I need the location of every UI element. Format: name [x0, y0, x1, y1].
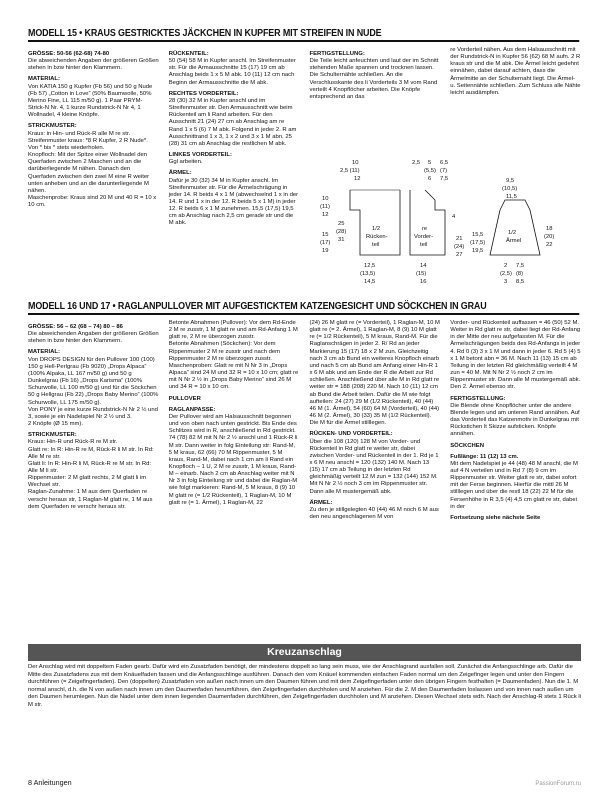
- paragraph: Maschenproben: Glatt re mit N Nr 3 in „Drops Alpaca“ sind 24 M und 32 R = 10 x 10 cm; glatt re mit N Nr 2 ½ in „Drops Baby Merino“ sind 26 M und 34 R = 10 x 10 cm.: [168, 362, 299, 391]
- svg-text:(24): (24): [454, 244, 465, 250]
- svg-text:15,5: 15,5: [472, 232, 484, 238]
- paragraph: Die Blende ohne Knopflöcher unter die andere Blende legen und am unteren Rand annähen. Auf das Vorderteil das Katzenmotiv in Dunkelgrau mit Rückstichen lt Skizze aufsticken. Knöpfe annähen.: [450, 402, 580, 438]
- svg-text:4: 4: [452, 214, 456, 220]
- paragraph: Streifenmuster kraus: *8 R Kupfer, 2 R Nude*. Von * bis * stets wiederholen.: [28, 137, 148, 151]
- svg-text:2: 2: [504, 263, 508, 269]
- paragraph: ÄRMEL:: [168, 170, 192, 177]
- page-footer: [28, 778, 72, 787]
- paragraph: Ggl arbeiten.: [168, 159, 203, 166]
- svg-text:teil: teil: [420, 242, 428, 248]
- model16-title: MODELL 16 UND 17 • RAGLANPULLOVER MIT AUFGESTICKTEM KATZENGESICHT UND SÖCKCHEN IN GRAU: [28, 299, 580, 315]
- paragraph: Glatt li: In R: Hin-R li M, Rück-R re M str. In Rd: Alle M li str.: [28, 460, 152, 474]
- paragraph: LINKES VORDERTEIL:: [168, 152, 232, 159]
- svg-text:18: 18: [546, 226, 553, 232]
- svg-text:(10,5): (10,5): [502, 186, 518, 192]
- svg-text:(28): (28): [336, 229, 347, 235]
- svg-text:Vorder-: Vorder-: [414, 234, 434, 240]
- svg-text:(20): (20): [544, 234, 555, 240]
- paragraph: Maschenprobe: Kraus sind 20 M und 40 R = 10 x 10 cm.: [28, 194, 157, 209]
- svg-text:21: 21: [456, 236, 463, 242]
- back-piece: [320, 160, 400, 285]
- paragraph: Mit dem Nadelspiel je 44 (48) 48 M anschl, die M auf 4 N verteilen und in Rd 7 (8) 9 cm im Rippenmuster str. Weiter glatt re str, dabei sofort mit der Ferse beginnen. Hierfür die mittl 26 M stilllegen und über die restl 18 (22) 22 M für die Fersenhöhe in R 3,5 (4) 4,5 cm glatt re str, dabei in der: [450, 460, 578, 510]
- svg-text:2,5 (11): 2,5 (11): [340, 168, 360, 174]
- kreuzanschlag-box: [28, 644, 581, 710]
- svg-text:19: 19: [322, 248, 329, 254]
- model16-col1: [28, 320, 159, 522]
- model15-title: MODELL 15 • KRAUS GESTRICKTES JÄCKCHEN IN KUPFER MIT STREIFEN IN NUDE: [28, 26, 580, 42]
- back-label: 1/2: [372, 226, 381, 232]
- svg-text:27: 27: [456, 252, 463, 258]
- svg-text:11,5: 11,5: [506, 194, 517, 200]
- svg-text:25: 25: [338, 221, 345, 227]
- svg-text:9,5: 9,5: [506, 178, 515, 184]
- schematic-diagram: [310, 150, 580, 290]
- footer-label: Anleitungen: [33, 778, 72, 787]
- paragraph: Zu den je stillgelegten 40 (44) 46 M noch 6 M aus den neu angeschlagenen M von: [309, 506, 439, 521]
- svg-text:6,5: 6,5: [440, 160, 449, 166]
- paragraph: Betonte Abnahmen (Pullover): Vor dem Rd-Ende 2 M re zusstr, 1 M glatt re und am Rd-Anfang 1 M glatt re, 2 M re überzogen zusstr.: [168, 320, 298, 341]
- paragraph: RAGLANPASSE:: [168, 406, 216, 413]
- paragraph: Der Pullover wird am Halsausschnitt begonnen und von oben nach unten gestrickt. Bis Ende des Schlitzes wird in R, anschließend in Rd gestrickt.: [168, 413, 297, 435]
- paragraph: Rippenmuster: 2 M glatt rechts, 2 M glatt li im Wechsel str.: [28, 475, 147, 489]
- paragraph: Die abweichenden Angaben der größeren Größen stehen in bzw hinter den Klammern.: [28, 58, 159, 72]
- svg-text:12: 12: [322, 212, 329, 218]
- model16-col2: [169, 320, 300, 522]
- svg-text:(2,5): (2,5): [500, 271, 512, 277]
- paragraph: Den 2. Ärmel ebenso str.: [450, 384, 516, 391]
- svg-text:(8): (8): [516, 271, 524, 277]
- paragraph: MATERIAL:: [28, 349, 60, 356]
- svg-text:(17): (17): [320, 240, 331, 246]
- paragraph: Von PONY je eine kurze Rundstrick-N Nr 2 ½ und 3, sowie je ein Nadelspiel Nr 2 ½ und 3.: [28, 406, 158, 420]
- paragraph: FERTIGSTELLUNG:: [309, 51, 365, 57]
- model15-col2: [169, 47, 300, 228]
- svg-text:14: 14: [420, 263, 427, 269]
- paragraph: Glatt re: In R: Hin-R re M, Rück-R li M str. In Rd: Alle M re str.: [28, 446, 154, 460]
- svg-text:5: 5: [428, 160, 432, 166]
- paragraph: ÄRMEL:: [309, 499, 333, 506]
- paragraph: MATERIAL:: [28, 76, 60, 83]
- svg-text:(5,5): (5,5): [424, 168, 436, 174]
- svg-text:(17,5): (17,5): [470, 240, 486, 246]
- svg-text:Rücken-: Rücken-: [366, 234, 388, 240]
- svg-text:10: 10: [322, 196, 329, 202]
- paragraph: Über die 108 (120) 128 M von Vorder- und Rückenteil in Rd glatt re weiter str, dabei zwischen Vorder- und Rückenteil in der 1. Rd je 1 x 6 M neu anschl = 120 (132) 140 M. Nach 13 (15) 17 cm ab Teilung in der letzten Rd gleichmäßig verteilt 12 M zun = 132 (144) 152 M. Mit N Nr 2 ½ noch 3 cm im Rippenmuster str. Dann alle M mustergemäß abk.: [309, 438, 439, 495]
- svg-text:16: 16: [420, 279, 427, 285]
- svg-text:12,5: 12,5: [364, 263, 376, 269]
- front-piece: [410, 160, 464, 285]
- kreuzanschlag-title: Kreuzanschlag: [28, 644, 581, 661]
- schematic-svg: [310, 150, 580, 290]
- paragraph: Vorder- und Rückenteil auffassen = 46 (50) 52 M. Weiter in Rd glatt re str, dabei liegt der Rd-Anfang in der Mitte der neu aufgefassten M. Für die Ärmelschrägungen beids des Rd-Anfangs in jeder 4. Rd 0 (3) 3 x 1 M und dann in jeder 6. Rd 5 (4) 5 x 1 M betont abn = 36 M. Nach 11 (13) 15 cm ab Teilung in der letzten Rd gleichmäßig verteilt 4 M zun = 40 M. Mit N Nr 2 ½ noch 2 cm im Rippenmuster str. Dann alle M mustergemäß abk.: [450, 320, 581, 384]
- svg-text:(11): (11): [320, 204, 330, 210]
- paragraph: Dafür je 30 (32) 34 M in Kupfer anschl. Im Streifenmuster str. Für die Ärmelschrägung in jeder 14. R beids 4 x 1 M (abwechselnd 1 x in der 14. R und 1 x in der 12. R beids 5 x 1 M) in jeder 12. R beids 6 x 1 M zunehmen. 15,5 (17,5) 19,5 cm ab Anschlag nach 2,5 cm gerade str und die M abk.: [168, 177, 299, 227]
- paragraph: re Vorderteil nähen. Aus dem Halsausschnitt mit der Rundstrick-N in Kupfer 56 (62) 68 M aufn. 2 R kraus str und die M abk. Die Ärmel leicht gedehnt einnähen, dabei darauf achten, dass die Ärmelmitte an der Schulternaht liegt. Die Ärmel- u. Seitennähte schließen. Zum Schluss alle Nähte leicht ausdämpfen.: [450, 47, 581, 96]
- svg-text:(7): (7): [440, 168, 448, 174]
- paragraph: (24) 26 M glatt re (= Vorderteil), 1 Raglan-M, 10 M glatt re (= 2. Ärmel), 1 Raglan-M, 8 (9) 10 M glatt re (= 1/2 Rückenteil), 5 M kraus, Rand-M. Für die Raglanschrägen in jeder 2. R/ Rd an jeder Markierung 15 (17) 18 x 2 M zun. Gleichzeitig nach 3 cm ab Bund ein weiteres Knopfloch einarb und nach 5 cm ab Bund am Anfang einer Hin-R 1 x 6 M abk und am Ende der R die Arbeit zur Rd schließen. Anschließend über alle M in Rd glatt re weiter str = 188 (208) 220 M. Nach 10 (11) 12 cm ab Bund die Arbeit teilen. Dafür die M wie folgt aufteilen: 24 (27) 29 M (1/2 Rückenteil), 40 (44) 46 M (1. Ärmel), 54 (60) 64 M (Vorderteil), 40 (44) 46 M (2. Ärmel), 30 (33) 35 M (1/2 Rückenteil). Die M für die Ärmel stilllegen.: [309, 320, 440, 427]
- paragraph: FERTIGSTELLUNG:: [450, 395, 506, 402]
- paragraph: 28 (30) 32 M in Kupfer anschl und im Streifenmuster str. Den Armausschnitt wie beim Rückenteil am li Rand arbeiten. Für den Ausschnitt 21 (24) 27 cm ab Anschlag am re Rand 1 x 5 (6) 7 M abk. Folgend in jeder 2. R am Ausschnittrand 1 x 3, 1 x 2 und 3 x 1 M abn. 25 (28) 31 cm ab Anschlag die restlichen M abk.: [168, 97, 297, 147]
- paragraph: Die abweichenden Angaben der größeren Größen stehen in bzw hinter den Klammern.: [28, 331, 159, 345]
- paragraph: STRICKMUSTER:: [28, 432, 77, 439]
- model15-col1: [28, 47, 159, 228]
- svg-text:10: 10: [352, 160, 359, 166]
- paragraph: Betonte Abnahmen (Söckchen): Vor dem Rippenmuster 2 M re zusstr und nach dem Rippenmuster 2 M re überzogen zusstr.: [168, 341, 281, 362]
- svg-text:re: re: [422, 226, 428, 232]
- paragraph: Knopfloch: Mit der Spitze einer Wollnadel den Querfaden zwischen 2 Maschen und an die darüberliegende M nähen. Danach den Querfaden zwischen den zwei M eine R weiter unten anheben und an die darunterliegende M nähen.: [28, 152, 150, 194]
- svg-text:8,5: 8,5: [516, 279, 525, 285]
- svg-text:15: 15: [322, 232, 329, 238]
- paragraph: Von DROPS DESIGN für den Pullover 100 (100) 150 g Hell-Perlgrau (Fb 9020) „Drops Alpaca“ (100% Alpaka, LL 167 m/50 g) und 50 g Dunkelgrau (Fb 16) „Drops Karisma“ (100% Schurwolle, LL 100 m/50 g) und für die Söckchen 50 g Hellgrau (Fb 22) „Drops Baby Merino“ (100% Schurwolle, LL 175 m/50 g).: [28, 356, 159, 406]
- paragraph: Die Teile leicht anfeuchten und laut der im Schnitt stehenden Maße spannen und trocknen lassen. Die Schulternähte schließen. An die Verschlusskante des li Vorderteils 3 M vom Rand verteilt 4 Knopflöcher arbeiten. Die Knöpfe entsprechend an das: [309, 58, 439, 100]
- watermark: PassionForum.ru: [535, 781, 581, 787]
- model16-col3: [310, 320, 441, 522]
- svg-text:3: 3: [504, 279, 508, 285]
- paragraph: RÜCKENTEIL:: [168, 51, 209, 57]
- paragraph: GRÖSSE: 50-56 (62-68) 74-80: [28, 51, 110, 57]
- svg-text:12: 12: [354, 176, 361, 182]
- paragraph: STRICKMUSTER:: [28, 123, 77, 130]
- paragraph: 2 Knöpfe (Ø 15 mm).: [28, 421, 84, 428]
- kreuzanschlag-text: Der Anschlag wird mit doppeltem Faden gearb. Dafür wird ein Zusatzfaden benötigt, der mindestens doppelt so lang sein muss, wie der Anschlagrand ausfallen soll. Zunächst die Anfangsschlinge arb. Dafür die Mitte des Zusatzfadens zus mit dem Knäuelfaden fassen und die Anfangsschlinge ausführen. Danach den vom Knäuel kommenden einfachen Faden normal um den Zeigefinger legen und unter den Fingern durchführen (= Zeigefingerfaden). Den (doppelten) Zusatzfaden von außen nach innen um den Daumen führen und mit dem Zeigefingerfaden unter den übrigen Fingern festhalten (= Daumenfaden). Nun die 1. M normal anschl, d.h. die N von außen nach innen um den Daumenfaden herumführen, den Zeigefingerfaden durchholen und M anziehen. Für die 2. M den Daumenfaden loslassen und von innen nach außen um den Daumen herumlegen. Nun die Nadel unter dem innen liegenden Daumenfaden durchführen, den Zeigefingerfaden durchholen und M anziehen. Diesen Wechsel stets wdh. Nach der Anschlag-R stets 1 Rück li M str.: [28, 664, 581, 708]
- paragraph: RECHTES VORDERTEIL:: [168, 90, 239, 97]
- paragraph: Fußlänge: 11 (12) 13 cm.: [450, 453, 519, 460]
- svg-text:14,5: 14,5: [364, 279, 376, 285]
- paragraph: 50 (54) 58 M in Kupfer anschl. Im Streifenmuster str. Für die Armausschnitte 15 (17) 19 cm ab Anschlag beids 1 x 5 M abk. 10 (11) 12 cm nach Beginn der Armausschnitte die M abk.: [168, 58, 296, 86]
- svg-text:31: 31: [338, 237, 345, 243]
- svg-text:(13,5): (13,5): [360, 271, 376, 277]
- svg-text:2,5: 2,5: [412, 160, 421, 166]
- sleeve-piece: [470, 178, 554, 285]
- paragraph: Kraus: in Hin- und Rück-R alle M re str.: [28, 130, 131, 137]
- model16-section: [28, 299, 581, 522]
- svg-text:7,5: 7,5: [516, 263, 525, 269]
- paragraph: PULLOVER: [168, 395, 201, 402]
- paragraph: SÖCKCHEN: [450, 442, 484, 449]
- paragraph: Fortsetzung siehe nächste Seite: [450, 514, 541, 521]
- page-number: 8: [28, 778, 32, 787]
- svg-text:6: 6: [428, 176, 432, 182]
- svg-text:teil: teil: [372, 242, 380, 248]
- svg-text:19,5: 19,5: [472, 248, 484, 254]
- svg-text:7,5: 7,5: [440, 176, 449, 182]
- model16-columns: [28, 320, 581, 522]
- paragraph: GRÖSSE: 56 – 62 (68 – 74) 80 – 86: [28, 324, 123, 330]
- paragraph: Von KATIA 150 g Kupfer (Fb 56) und 50 g Nude (Fb 57) „Cotton in Love“ (50% Baumwolle, 50% Merino Fine, LL 115 m/50 g). 1 Paar PRYM-Strick-N Nr. 4, 1 kurze Rundstrick-N Nr 4, 1 Wollnadel, 4 kleine Knöpfe.: [28, 83, 153, 119]
- paragraph: Kraus: Hin-R und Rück-R re M str.: [28, 439, 118, 446]
- svg-text:Ärmel: Ärmel: [506, 238, 522, 244]
- paragraph: 74 (78) 82 M mit N Nr 2 ½ anschl und 1 Rück-R li M str. Dann weiter in folg Einteilung str: Rand-M, 5 M kraus, 62 (66) 70 M Rippenmuster, 5 M kraus, Rand-M, dabei nach 1 cm am li Rand ein Knopfloch – 1 U, 2 M re zusstr, 1 M kraus, Rand-M – einarb. Nach 2 cm ab Anschlag weiter mit N Nr 3 in folg Einteilung str und dabei die Raglan-M wie folgt markieren: Rand-M, 5 M kraus, 8 (9) 10 M glatt re (= 1/2 Rückenteil), 1 Raglan-M, 10 M glatt re (= 1. Ärmel), 1 Raglan-M, 22: [168, 435, 298, 506]
- paragraph: RÜCKEN- UND VORDERTEIL:: [309, 431, 393, 438]
- svg-text:(15): (15): [416, 271, 427, 277]
- model16-col4: [450, 320, 581, 522]
- svg-text:1/2: 1/2: [508, 230, 517, 236]
- svg-text:22: 22: [546, 242, 553, 248]
- paragraph: Raglan-Zunahme: 1 M aus dem Querfaden re verschr heraus str, 1 Raglan-M glatt re, 1 M aus dem Querfaden re verschr heraus str.: [28, 489, 153, 510]
